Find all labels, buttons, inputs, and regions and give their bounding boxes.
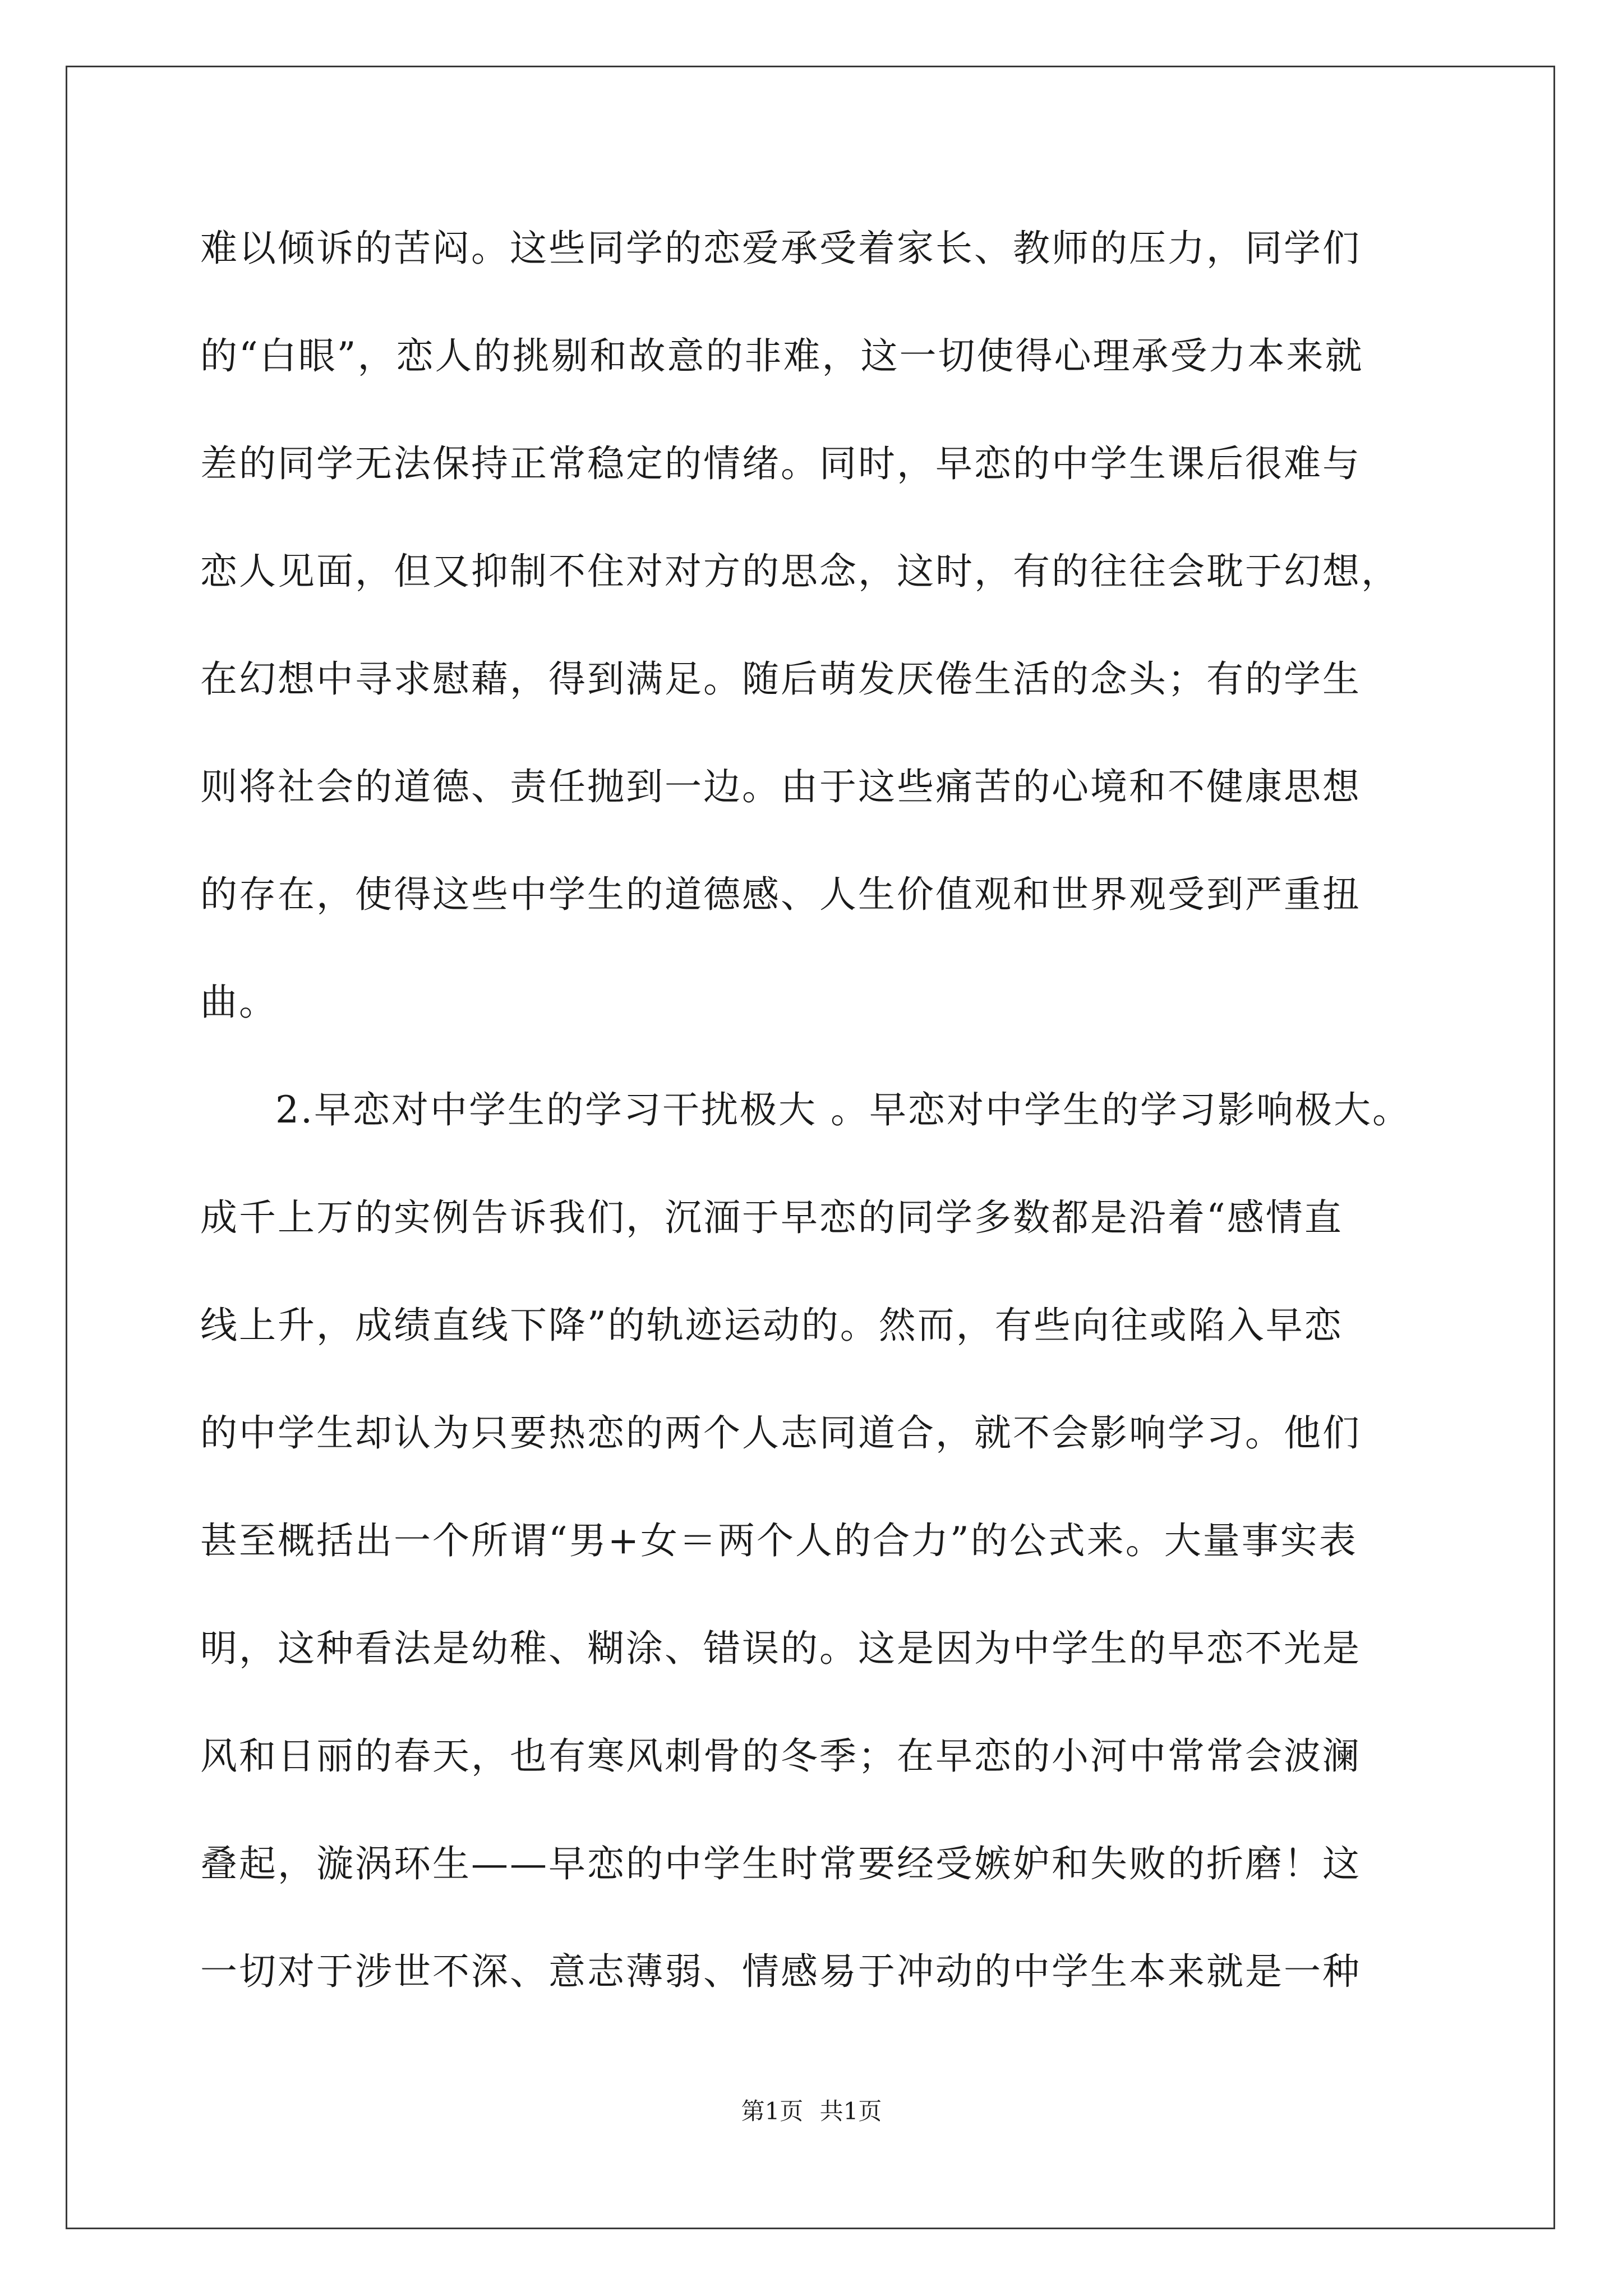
text-line: 的存在，使得这些中学生的道德感、人生价值观和世界观受到严重扭 — [200, 873, 1361, 916]
text-line: 风和日丽的春天，也有寒风刺骨的冬季；在早恋的小河中常常会波澜 — [200, 1734, 1361, 1778]
text-line: 则将社会的道德、责任抛到一边。由于这些痛苦的心境和不健康思想 — [200, 765, 1361, 808]
text-line: 曲。 — [200, 981, 278, 1024]
page-border — [66, 66, 1555, 2229]
text-line: 一切对于涉世不深、意志薄弱、情感易于冲动的中学生本来就是一种 — [200, 1950, 1361, 1993]
text-line: 差的同学无法保持正常稳定的情绪。同时，早恋的中学生课后很难与 — [200, 442, 1361, 485]
page-total: 共1页 — [819, 2097, 882, 2125]
text-line: 明，这种看法是幼稚、糊涂、错误的。这是因为中学生的早恋不光是 — [200, 1627, 1361, 1670]
paragraph-first-line: 2.早恋对中学生的学习干扰极大 。早恋对中学生的学习影响极大。 — [275, 1088, 1411, 1131]
page-footer — [0, 2097, 1623, 2126]
text-line: 难以倾诉的苦闷。这些同学的恋爱承受着家长、教师的压力，同学们 — [200, 227, 1361, 270]
page-number: 第1页 — [741, 2097, 804, 2125]
text-line: 甚至概括出一个所谓“男+女＝两个人的合力”的公式来。大量事实表 — [200, 1519, 1358, 1562]
text-line: 恋人见面，但又抑制不住对对方的思念，这时，有的往往会耽于幻想， — [200, 550, 1400, 593]
text-line: 的“白眼”，恋人的挑剔和故意的非难，这一切使得心理承受力本来就 — [200, 334, 1364, 378]
text-line: 线上升，成绩直线下降”的轨迹运动的。然而，有些向往或陷入早恋 — [200, 1304, 1343, 1347]
text-line: 成千上万的实例告诉我们，沉湎于早恋的同学多数都是沿着“感情直 — [200, 1196, 1343, 1239]
text-line: 在幻想中寻求慰藉，得到满足。随后萌发厌倦生活的念头；有的学生 — [200, 657, 1361, 701]
text-line: 叠起，漩涡环生——早恋的中学生时常要经受嫉妒和失败的折磨！这 — [200, 1842, 1361, 1885]
text-line: 的中学生却认为只要热恋的两个人志同道合，就不会影响学习。他们 — [200, 1411, 1361, 1455]
